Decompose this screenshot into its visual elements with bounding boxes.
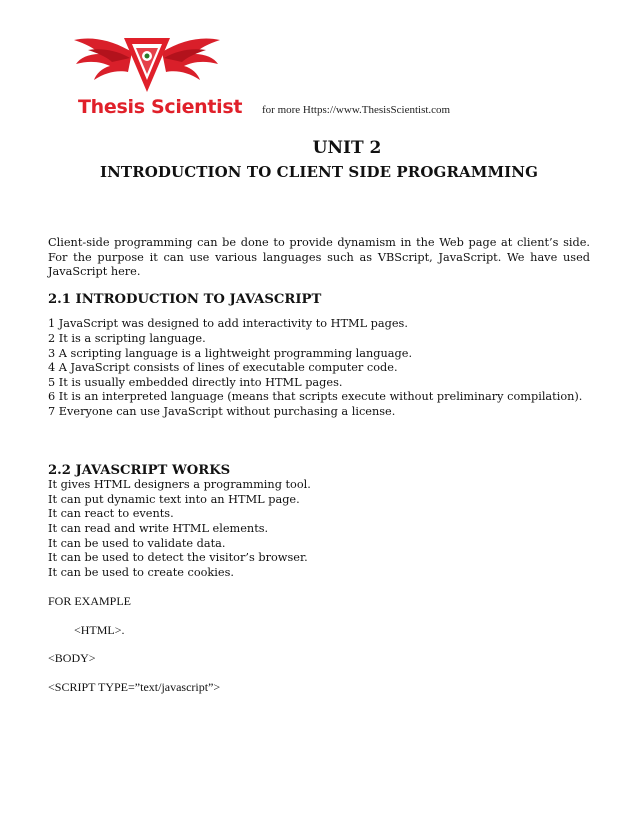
section-heading-intro-js: 2.1 INTRODUCTION TO JAVASCRIPT xyxy=(48,291,322,307)
intro-paragraph: Client-side programming can be done to provide dynamism in the Web page at client’s side. For the purpose it can use various languages such as VBScript, JavaScript. We have used JavaScript here. xyxy=(48,236,590,279)
list-item: 7 Everyone can use JavaScript without purchasing a license. xyxy=(48,404,396,418)
document-body xyxy=(48,236,590,695)
list-item: It can read and write HTML elements. xyxy=(48,521,269,535)
winged-triangle-logo-icon xyxy=(72,30,222,100)
chapter-title: INTRODUCTION TO CLIENT SIDE PROGRAMMING xyxy=(100,163,538,181)
list-item: It can react to events. xyxy=(48,507,174,521)
list-item: 4 A JavaScript consists of lines of executable computer code. xyxy=(48,361,398,375)
list-item: 6 It is an interpreted language (means that scripts execute without preliminary compilation). xyxy=(48,390,583,404)
list-item: 3 A scripting language is a lightweight programming language. xyxy=(48,346,413,360)
logo-wordmark: Thesis Scientist xyxy=(78,96,243,118)
example-label: FOR EXAMPLE xyxy=(48,594,132,609)
list-item: It can be used to validate data. xyxy=(48,536,226,550)
code-line: <SCRIPT TYPE=”text/javascript”> xyxy=(48,680,221,695)
website-link[interactable]: for more Https://www.ThesisScientist.com xyxy=(262,104,451,116)
list-item: It can put dynamic text into an HTML page. xyxy=(48,492,300,506)
list-item: It can be used to detect the visitor’s browser. xyxy=(48,551,308,565)
section-heading-js-works: 2.2 JAVASCRIPT WORKS xyxy=(48,462,231,478)
unit-title: UNIT 2 xyxy=(312,138,382,158)
thesis-scientist-logo xyxy=(72,30,243,122)
list-item: It gives HTML designers a programming tool. xyxy=(48,478,311,492)
list-item: 1 JavaScript was designed to add interactivity to HTML pages. xyxy=(48,317,408,331)
code-line: <HTML>. xyxy=(74,622,125,637)
list-item: 5 It is usually embedded directly into HTML pages. xyxy=(48,375,343,389)
list-item: It can be used to create cookies. xyxy=(48,565,234,579)
code-line: <BODY> xyxy=(48,651,96,666)
list-item: 2 It is a scripting language. xyxy=(48,331,206,345)
